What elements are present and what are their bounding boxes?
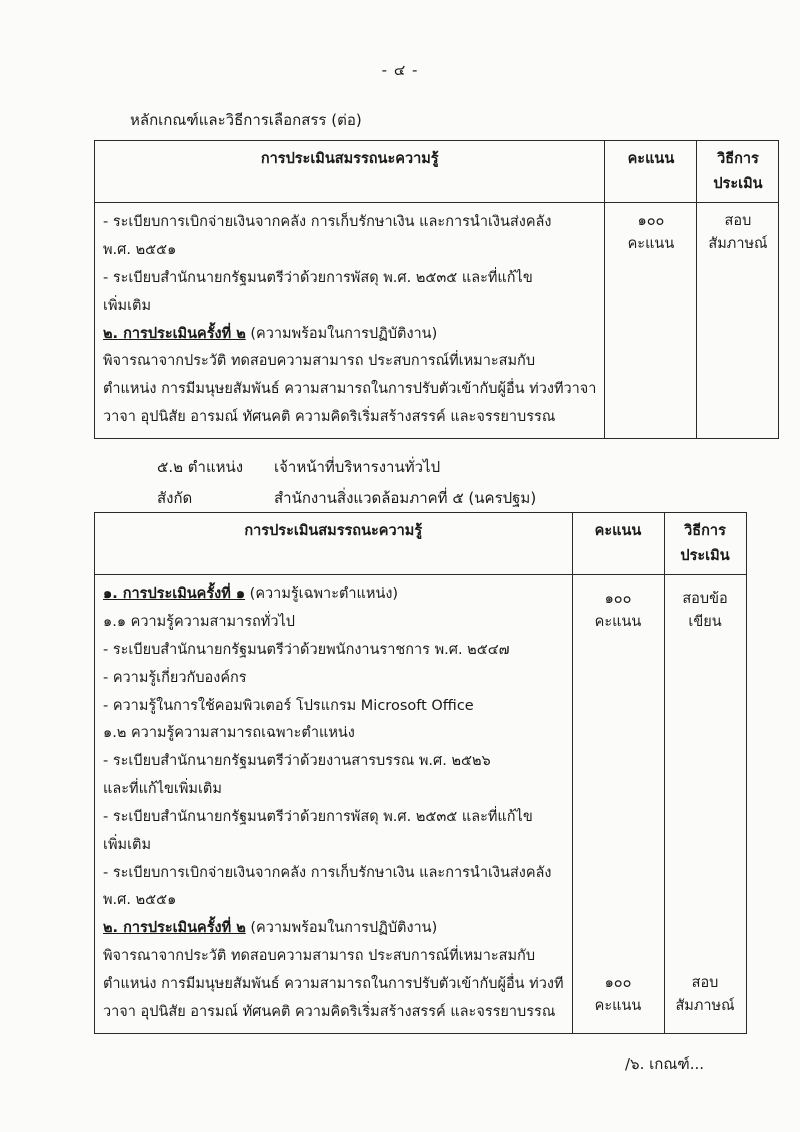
- desc-line: พิจารณาจากประวัติ ทดสอบความสามารถ ประสบการณ์ที่เหมาะสมกับ: [103, 353, 536, 370]
- assessment2-title: ๒. การประเมินครั้งที่ ๒: [103, 325, 246, 342]
- header-method-line1: วิธีการ: [684, 523, 726, 539]
- method-cell: สอบสัมภาษณ์: [697, 203, 779, 439]
- footer-continuation-note: /๖. เกณฑ์...: [625, 1055, 704, 1073]
- desc-line: พ.ศ. ๒๕๕๑: [103, 892, 177, 909]
- desc-line-assessment1: [103, 581, 564, 609]
- description-cell: [95, 203, 605, 439]
- affiliation-row: [94, 483, 536, 514]
- desc-line: - ระเบียบการเบิกจ่ายเงินจากคลัง การเก็บรักษาเงิน และการนำเงินส่งคลัง: [103, 214, 552, 231]
- header-score: คะแนน: [605, 141, 697, 203]
- table-row: [95, 575, 747, 1033]
- header-score: คะแนน: [572, 513, 664, 575]
- desc-line: - ระเบียบสำนักนายกรัฐมนตรีว่าด้วยงานสารบรรณ พ.ศ. ๒๕๒๖: [103, 753, 491, 770]
- assessment-table-1: [94, 140, 779, 439]
- desc-line: ตำแหน่ง การมีมนุษยสัมพันธ์ ความสามารถในการปรับตัวเข้ากับผู้อื่น ท่วงทีวาจา: [103, 381, 597, 398]
- score-cell-1: ๑๐๐ คะแนน: [594, 591, 642, 631]
- table-header-row: [95, 141, 779, 203]
- desc-line: และที่แก้ไขเพิ่มเติม: [103, 781, 222, 798]
- section-heading: หลักเกณฑ์และวิธีการเลือกสรร (ต่อ): [130, 111, 362, 129]
- position-label: ๕.๒ ตำแหน่ง: [157, 458, 244, 476]
- assessment2-subtitle: (ความพร้อมในการปฏิบัติงาน): [245, 920, 438, 937]
- desc-line: เพิ่มเติม: [103, 297, 152, 314]
- assessment1-subtitle: (ความรู้เฉพาะตำแหน่ง): [245, 586, 399, 603]
- desc-line: พ.ศ. ๒๕๕๑: [103, 242, 177, 259]
- header-method-line1: วิธีการ: [717, 151, 759, 167]
- page-number: - ๔ -: [381, 61, 419, 79]
- header-method: [697, 141, 779, 203]
- desc-line: ๑.๒ ความรู้ความสามารถเฉพาะตำแหน่ง: [103, 725, 355, 742]
- desc-line: - ระเบียบสำนักนายกรัฐมนตรีว่าด้วยการพัสดุ พ.ศ. ๒๕๓๕ และที่แก้ไข: [103, 808, 533, 825]
- desc-line: ๑.๑ ความรู้ความสามารถทั่วไป: [103, 614, 295, 631]
- position-row: [94, 452, 536, 483]
- table-row: [95, 203, 779, 439]
- assessment1-title: ๑. การประเมินครั้งที่ ๑: [103, 586, 246, 603]
- assessment2-title: ๒. การประเมินครั้งที่ ๒: [103, 920, 246, 937]
- description-cell: [95, 575, 573, 1033]
- desc-line: - ความรู้เกี่ยวกับองค์กร: [103, 669, 247, 686]
- position-info-block: [94, 452, 536, 514]
- score-cell: ๑๐๐ คะแนน: [605, 203, 697, 439]
- desc-line-assessment2: [103, 321, 596, 349]
- desc-line: เพิ่มเติม: [103, 836, 152, 853]
- method-cell-group: [664, 575, 746, 1033]
- header-method-line2: ประเมิน: [713, 175, 763, 192]
- table-header-row: [95, 513, 747, 575]
- score-cell-group: [572, 575, 664, 1033]
- header-description: การประเมินสมรรถนะความรู้: [95, 513, 573, 575]
- desc-line-assessment2: [103, 915, 564, 943]
- desc-line: - ความรู้ในการใช้คอมพิวเตอร์ โปรแกรม Microsoft Office: [103, 697, 474, 714]
- assessment-table-2: [94, 512, 747, 1034]
- desc-line: - ระเบียบสำนักนายกรัฐมนตรีว่าด้วยการพัสดุ พ.ศ. ๒๕๓๕ และที่แก้ไข: [103, 269, 533, 286]
- affiliation-value: สำนักงานสิ่งแวดล้อมภาคที่ ๕ (นครปฐม): [274, 488, 537, 507]
- position-value: เจ้าหน้าที่บริหารงานทั่วไป: [274, 458, 441, 476]
- score-cell-2: ๑๐๐ คะแนน: [594, 975, 642, 1015]
- header-description: การประเมินสมรรถนะความรู้: [95, 141, 605, 203]
- desc-line: พิจารณาจากประวัติ ทดสอบความสามารถ ประสบการณ์ที่เหมาะสมกับ: [103, 948, 536, 965]
- desc-line: - ระเบียบการเบิกจ่ายเงินจากคลัง การเก็บรักษาเงิน และการนำเงินส่งคลัง: [103, 864, 552, 881]
- method-cell-2: สอบสัมภาษณ์: [675, 975, 735, 1015]
- desc-line: ตำแหน่ง การมีมนุษยสัมพันธ์ ความสามารถในการปรับตัวเข้ากับผู้อื่น ท่วงที: [103, 975, 564, 992]
- desc-line: - ระเบียบสำนักนายกรัฐมนตรีว่าด้วยพนักงานราชการ พ.ศ. ๒๕๔๗: [103, 641, 510, 658]
- affiliation-label: สังกัด: [157, 488, 193, 507]
- header-method: [664, 513, 746, 575]
- desc-line: วาจา อุปนิสัย อารมณ์ ทัศนคติ ความคิดริเริ่มสร้างสรรค์ และจรรยาบรรณ: [103, 409, 556, 426]
- assessment2-subtitle: (ความพร้อมในการปฏิบัติงาน): [245, 325, 438, 342]
- header-method-line2: ประเมิน: [680, 547, 730, 564]
- desc-line: วาจา อุปนิสัย อารมณ์ ทัศนคติ ความคิดริเริ่มสร้างสรรค์ และจรรยาบรรณ: [103, 1003, 556, 1020]
- method-cell-1: สอบข้อเขียน: [682, 591, 728, 631]
